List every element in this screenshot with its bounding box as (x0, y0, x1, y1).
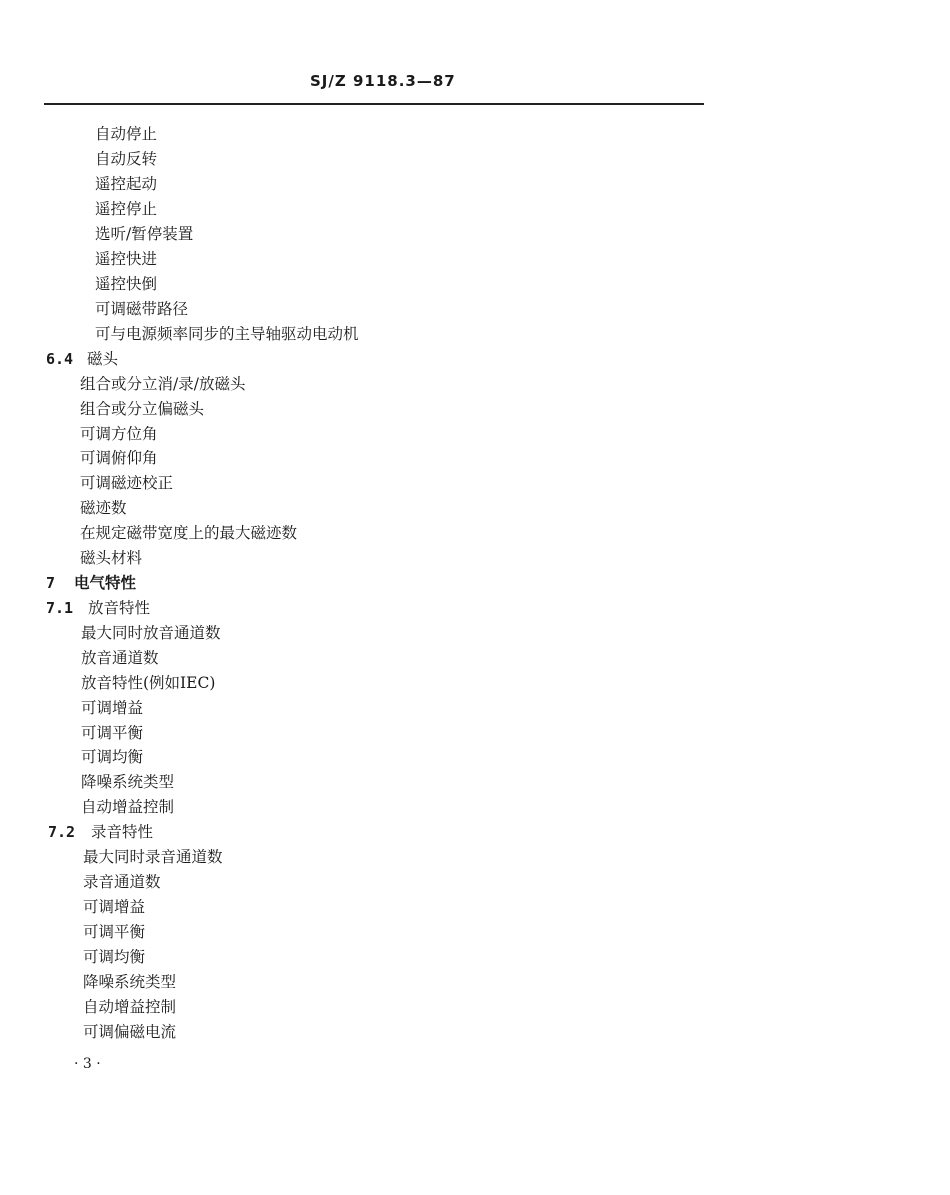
list-item: 组合或分立消/录/放磁头 (80, 375, 246, 393)
list-item: 可调方位角 (80, 425, 158, 443)
list-item: 放音通道数 (81, 649, 159, 667)
list-item: 录音通道数 (83, 873, 161, 891)
section-number: 6.4 (46, 350, 74, 368)
section-number: 7 (46, 574, 56, 592)
section-number: 7.1 (46, 599, 74, 617)
list-item: 选听/暂停装置 (95, 225, 194, 243)
list-item: 自动增益控制 (83, 998, 177, 1016)
list-item: 可与电源频率同步的主导轴驱动电动机 (95, 325, 359, 343)
list-item: 可调增益 (83, 898, 146, 916)
section-title: 放音特性 (88, 599, 151, 617)
list-item: 磁迹数 (80, 499, 127, 517)
section-title: 电气特性 (74, 573, 137, 592)
list-item: 可调增益 (81, 699, 144, 717)
list-item: 可调磁带路径 (95, 300, 189, 318)
list-item: 最大同时放音通道数 (81, 624, 221, 642)
list-item: 可调均衡 (81, 748, 144, 766)
list-item: 可调平衡 (81, 724, 144, 742)
list-item: 组合或分立偏磁头 (80, 400, 205, 418)
list-item: 可调磁迹校正 (80, 474, 174, 492)
list-item: 放音特性(例如IEC) (81, 674, 216, 692)
list-item: 遥控快进 (95, 250, 158, 268)
page-number: · 3 · (74, 1056, 101, 1072)
list-item: 可调偏磁电流 (83, 1023, 177, 1041)
list-item: 可调平衡 (83, 923, 146, 941)
header-rule (44, 103, 704, 105)
document-code-header: SJ/Z 9118.3—87 (310, 72, 456, 90)
list-item: 最大同时录音通道数 (83, 848, 223, 866)
list-item: 遥控起动 (95, 175, 158, 193)
list-item: 遥控快倒 (95, 275, 158, 293)
list-item: 降噪系统类型 (81, 773, 175, 791)
list-item: 可调均衡 (83, 948, 146, 966)
list-item: 磁头材料 (80, 549, 143, 567)
list-item: 可调俯仰角 (80, 449, 158, 467)
list-item: 自动增益控制 (81, 798, 175, 816)
list-item: 在规定磁带宽度上的最大磁迹数 (80, 524, 298, 542)
section-title: 录音特性 (91, 823, 154, 841)
list-item: 自动反转 (95, 150, 158, 168)
list-item: 降噪系统类型 (83, 973, 177, 991)
section-number: 7.2 (48, 823, 76, 841)
list-item: 自动停止 (95, 125, 158, 143)
list-item: 遥控停止 (95, 200, 158, 218)
section-title: 磁头 (87, 350, 119, 368)
